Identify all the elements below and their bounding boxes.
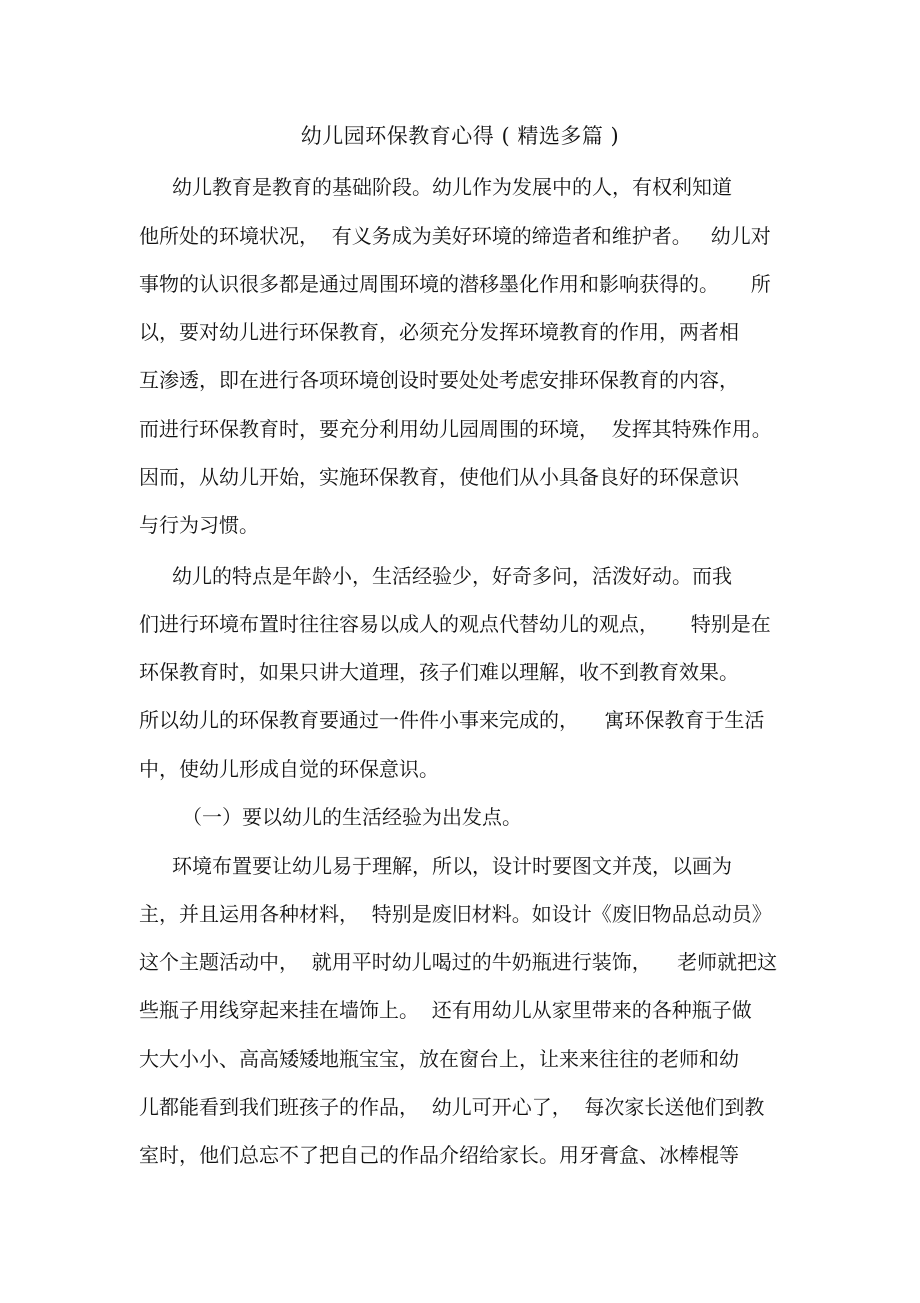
paragraph-3-line-3: 这个主题活动中， 就用平时幼儿喝过的牛奶瓶进行装饰， 老师就把这 <box>139 950 778 974</box>
paragraph-1-line-2: 他所处的环境状况， 有义务成为美好环境的缔造者和维护者。 幼儿对 <box>139 224 771 248</box>
paragraph-2-line-1: 幼儿的特点是年龄小，生活经验少，好奇多问，活泼好动。而我 <box>172 564 732 588</box>
paragraph-1-line-3: 事物的认识很多都是通过周围环境的潜移墨化作用和影响获得的。 所 <box>139 272 771 296</box>
paragraph-2-line-3: 环保教育时，如果只讲大道理，孩子们难以理解，收不到教育效果。 <box>139 660 739 684</box>
section-heading: （一）要以幼儿的生活经验为出发点。 <box>182 805 522 829</box>
paragraph-1-line-1: 幼儿教育是教育的基础阶段。幼儿作为发展中的人，有权利知道 <box>172 175 732 199</box>
paragraph-1-line-7: 因而，从幼儿开始，实施环保教育，使他们从小具备良好的环保意识 <box>139 465 739 489</box>
paragraph-3-line-5: 大大小小、高高矮矮地瓶宝宝，放在窗台上，让来来往往的老师和幼 <box>139 1047 739 1071</box>
paragraph-3-line-7: 室时，他们总忘不了把自己的作品介绍给家长。用牙膏盒、冰棒棍等 <box>139 1143 739 1167</box>
paragraph-1-line-4: 以，要对幼儿进行环保教育，必须充分发挥环境教育的作用，两者相 <box>139 320 739 344</box>
paragraph-2-line-5: 中，使幼儿形成自觉的环保意识。 <box>139 757 439 781</box>
paragraph-1-line-8: 与行为习惯。 <box>139 513 259 537</box>
paragraph-3-line-1: 环境布置要让幼儿易于理解，所以，设计时要图文并茂，以画为 <box>172 854 732 878</box>
paragraph-2-line-2: 们进行环境布置时往往容易以成人的观点代替幼儿的观点， 特别是在 <box>139 612 771 636</box>
paragraph-3-line-6: 儿都能看到我们班孩子的作品， 幼儿可开心了， 每次家长送他们到教 <box>139 1095 765 1119</box>
document-title: 幼儿园环保教育心得 ( 精选多篇 ) <box>300 124 620 148</box>
paragraph-3-line-4: 些瓶子用线穿起来挂在墙饰上。 还有用幼儿从家里带来的各种瓶子做 <box>139 998 752 1022</box>
paragraph-2-line-4: 所以幼儿的环保教育要通过一件件小事来完成的， 寓环保教育于生活 <box>139 708 765 732</box>
paragraph-1-line-6: 而进行环保教育时，要充分利用幼儿园周围的环境， 发挥其特殊作用。 <box>139 417 772 441</box>
paragraph-1-line-5: 互渗透，即在进行各项环境创设时要处处考虑安排环保教育的内容， <box>139 368 739 392</box>
paragraph-3-line-2: 主，并且运用各种材料， 特别是废旧材料。如设计《废旧物品总动员》 <box>139 902 772 926</box>
